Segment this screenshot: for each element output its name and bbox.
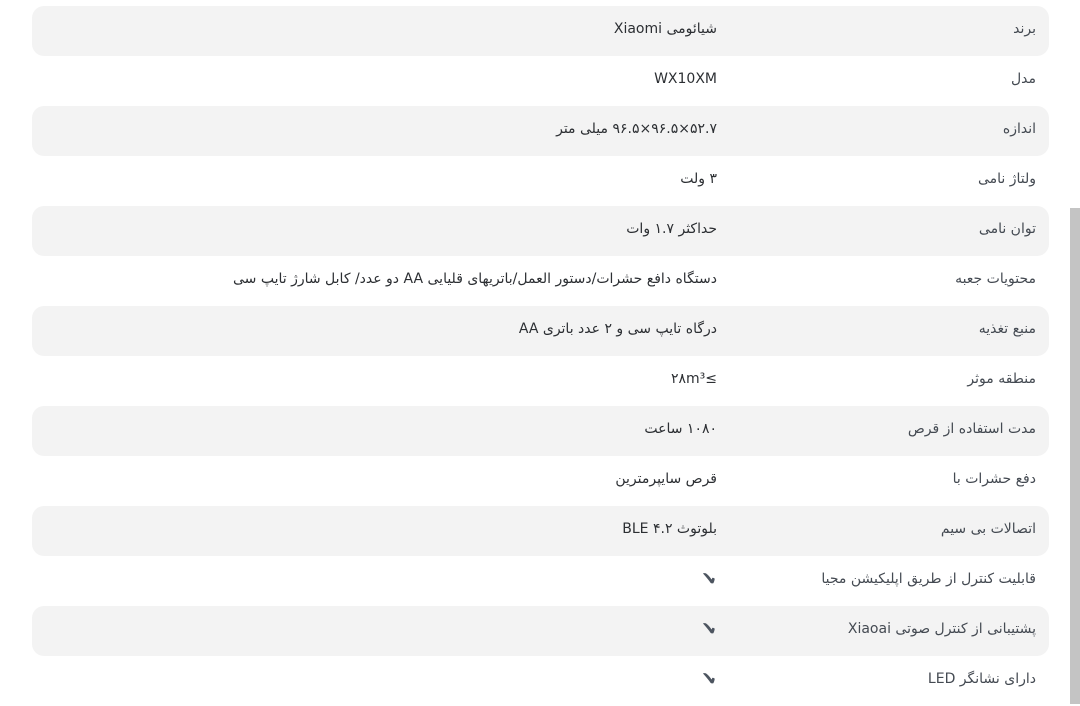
scrollbar[interactable] [1070,208,1080,704]
spec-row-size [32,106,1049,156]
spec-value: ≥۲۸m³ [670,371,717,387]
spec-label: پشتیبانی از کنترل صوتی Xiaoai [847,621,1036,637]
spec-row-wireless [32,506,1049,556]
specifications-table [32,6,1049,706]
spec-value: WX10XM [654,71,717,87]
spec-value [37,556,717,606]
spec-value: قرص سایپرمترین [615,471,717,487]
spec-row-power-source [32,306,1049,356]
spec-value [37,606,717,656]
checkmark-icon: ✔ [701,668,717,690]
spec-label: برند [1013,21,1036,37]
spec-value [37,656,717,706]
spec-label: اندازه [1002,121,1036,137]
spec-row-app-control [32,556,1049,606]
spec-row-led-indicator [32,656,1049,706]
spec-value: شیائومی Xiaomi [613,21,717,37]
spec-row-model [32,56,1049,106]
spec-value: بلوتوث ۴.۲ BLE [622,521,717,537]
spec-label: اتصالات بی سیم [940,521,1036,537]
spec-label: دفع حشرات با [952,471,1036,487]
spec-value: ۵۲.۷×۹۶.۵×۹۶.۵ میلی متر [556,121,717,137]
spec-value: درگاه تایپ سی و ۲ عدد باتری AA [518,321,717,337]
spec-label: ولتاژ نامی [977,171,1036,187]
spec-label: مدت استفاده از قرص [907,421,1036,437]
spec-label: قابلیت کنترل از طریق اپلیکیشن مجیا [821,571,1036,587]
spec-value: دستگاه دافع حشرات/دستور العمل/باتریهای قلیایی AA دو عدد/ کابل شارژ تایپ سی [232,271,717,287]
spec-row-voice-control [32,606,1049,656]
spec-label: منطقه موثر [967,371,1036,387]
spec-label: محتویات جعبه [955,271,1036,287]
spec-value: حداکثر ۱.۷ وات [626,221,717,237]
spec-value: ۱۰۸۰ ساعت [644,421,717,437]
spec-row-box-contents [32,256,1049,306]
spec-label: توان نامی [978,221,1036,237]
spec-label: منبع تغذیه [978,321,1036,337]
spec-row-repellent [32,456,1049,506]
spec-label: مدل [1010,71,1036,87]
spec-row-tablet-duration [32,406,1049,456]
spec-label: دارای نشانگر LED [927,671,1036,687]
spec-value: ۳ ولت [680,171,717,187]
spec-row-effective-area [32,356,1049,406]
spec-row-brand [32,6,1049,56]
checkmark-icon: ✔ [701,568,717,590]
checkmark-icon: ✔ [701,618,717,640]
spec-row-power [32,206,1049,256]
spec-row-voltage [32,156,1049,206]
